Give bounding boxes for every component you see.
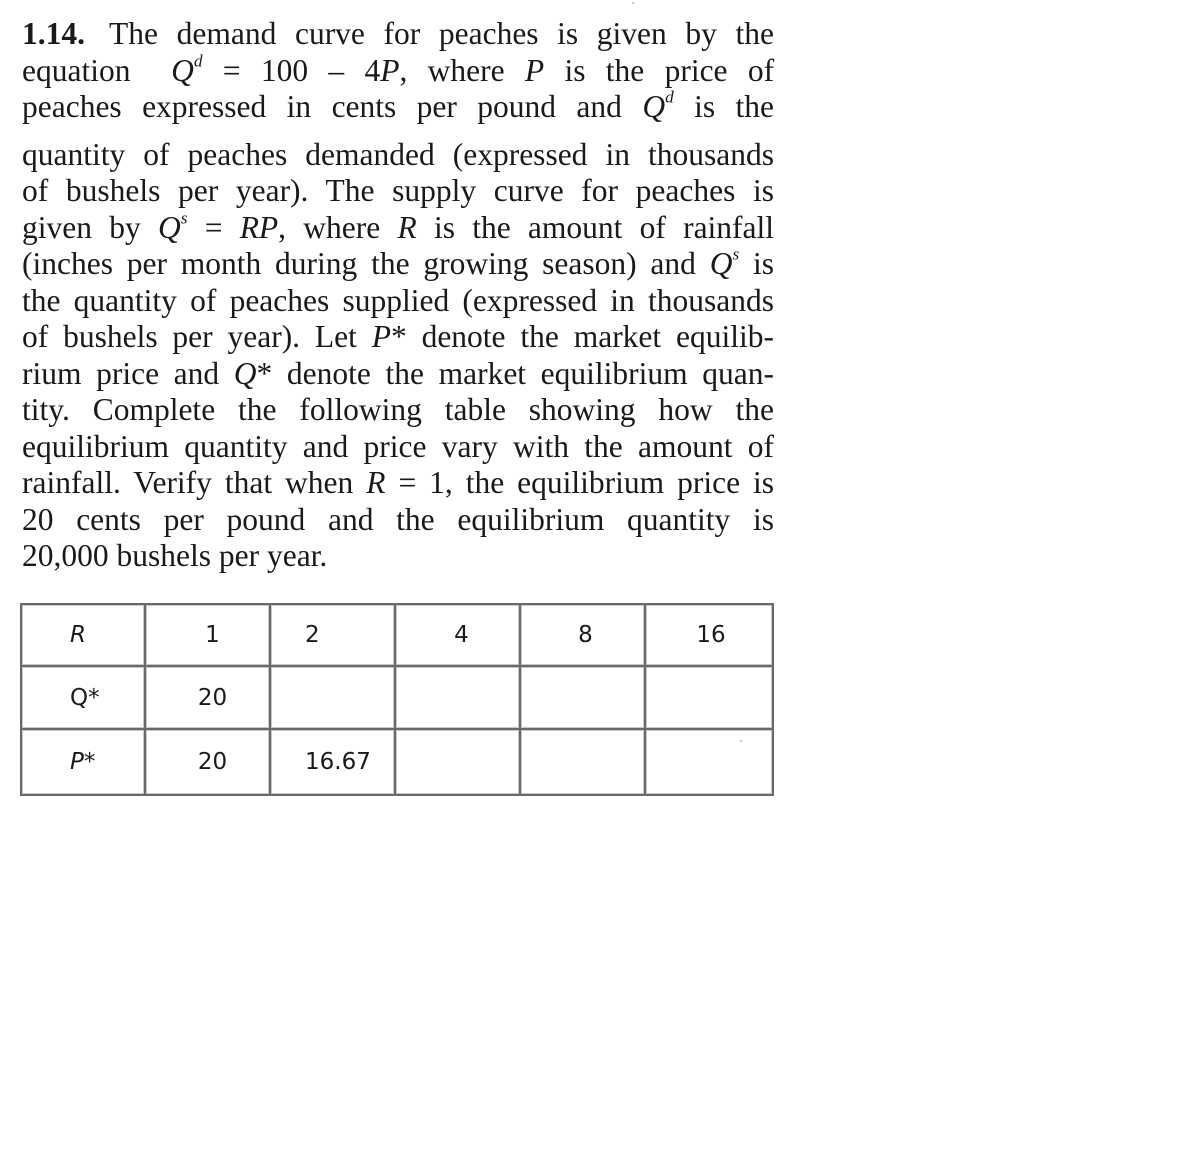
table-cell: 2	[270, 604, 395, 666]
table-cell	[520, 666, 645, 729]
scan-speck	[632, 2, 634, 4]
problem-line: the quantity of peaches supplied (expressed in thousands	[22, 282, 774, 318]
problem-line: 20,000 bushels per year.	[22, 538, 328, 573]
row-header-q-star: Q*	[21, 666, 145, 729]
problem-line: equation $Q^d = 100 - 4P$, where P is the price of	[22, 50, 775, 88]
table-cell: 1	[145, 604, 270, 666]
table-cell	[395, 729, 520, 795]
table-cell: 4	[395, 604, 520, 666]
problem-line: rium price and Q* denote the market equilibrium quan-	[22, 355, 775, 391]
problem-line: 20 cents per pound and the equilibrium quantity is	[22, 501, 774, 537]
table-cell	[270, 666, 395, 729]
table-cell	[645, 666, 773, 729]
table-cell	[520, 729, 645, 795]
problem-line: (inches per month during the growing season) and $Q^s$ is	[22, 244, 775, 281]
problem-line: tity. Complete the following table showing how the	[22, 392, 774, 427]
problem-line: peaches expressed in cents per pound and $Q^d$ is the	[22, 87, 775, 124]
problem-line: of bushels per year). Let P* denote the market equilib-	[22, 319, 774, 354]
problem-line: equilibrium quantity and price vary with the amount of	[22, 428, 774, 464]
table-cell: 20	[145, 729, 270, 795]
problem-line: quantity of peaches demanded (expressed in thousands	[22, 136, 774, 172]
problem-line: 1.14. The demand curve for peaches is given by the	[22, 16, 774, 51]
table-cell: 8	[520, 604, 645, 666]
table-cell	[395, 666, 520, 729]
problem-statement	[22, 16, 774, 575]
problem-number: 1.14.	[22, 16, 85, 51]
problem-line: rainfall. Verify that when R = 1, the equilibrium price is	[22, 465, 775, 500]
table-cell	[645, 729, 773, 795]
row-header-p-star: P*	[21, 729, 145, 795]
equilibrium-table	[20, 603, 774, 796]
problem-line: given by $Q^s$ = RP, where R is the amount of rainfall	[22, 207, 775, 245]
table-cell: 16	[645, 604, 773, 666]
table-row-p-star	[21, 729, 773, 795]
problem-line: of bushels per year). The supply curve for peaches is	[22, 173, 774, 208]
table-cell: 20	[145, 666, 270, 729]
table-cell: 16.67	[270, 729, 395, 795]
row-header-r: R	[21, 604, 145, 666]
scan-speck	[740, 740, 742, 742]
table-row-r	[21, 604, 773, 666]
table-row-q-star	[21, 666, 773, 729]
